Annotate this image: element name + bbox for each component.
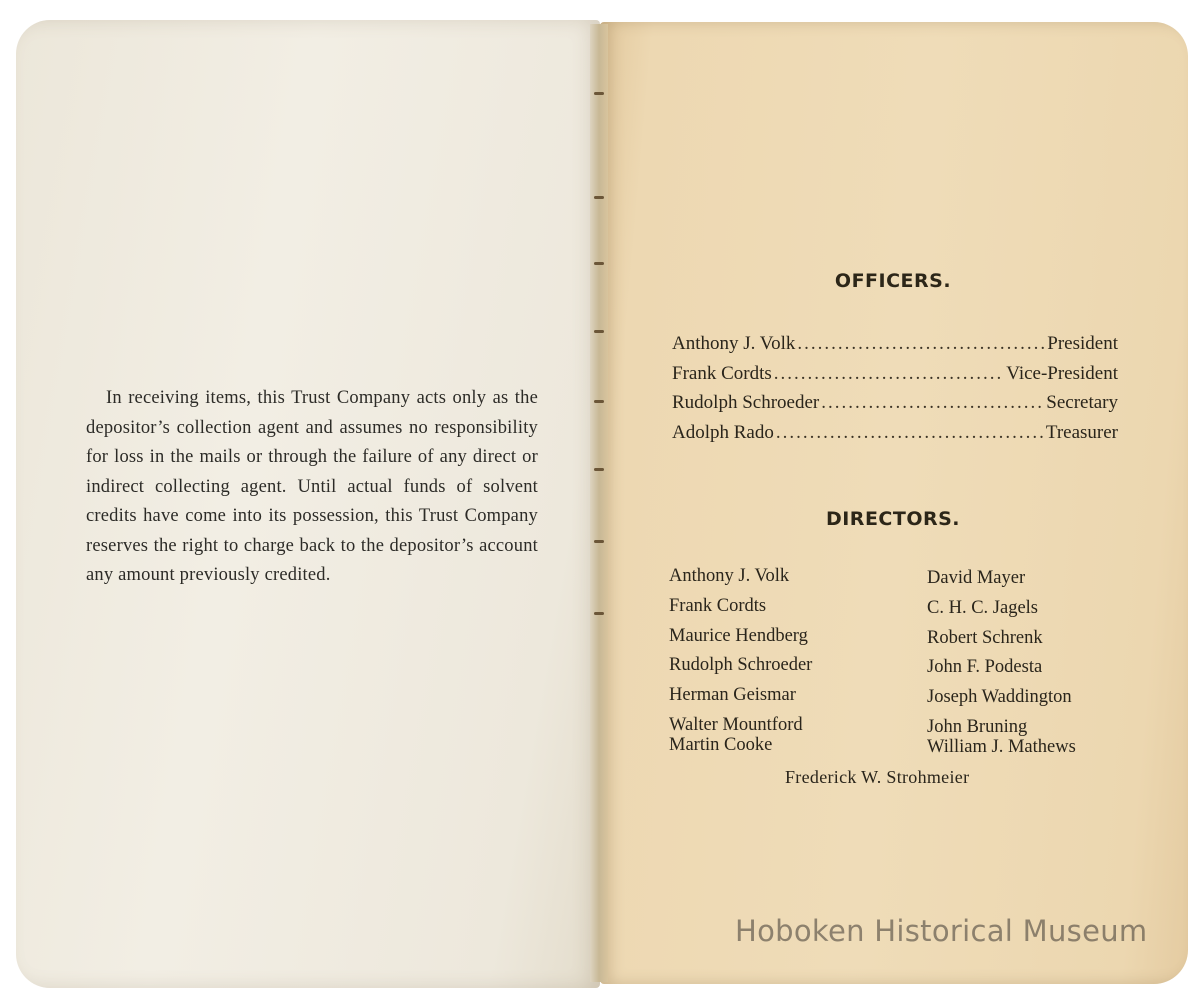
officer-row (672, 422, 1118, 452)
director-name: John F. Podesta (927, 657, 1043, 678)
officers-list (672, 333, 1118, 451)
director-name: John Bruning (927, 716, 1028, 737)
director-name: David Mayer (927, 568, 1026, 588)
spine-stitch (594, 540, 604, 543)
museum-watermark: Hoboken Historical Museum (735, 914, 1148, 948)
spine-stitch (594, 262, 604, 265)
officer-row (672, 333, 1118, 363)
director-name: Anthony J. Volk (669, 566, 790, 586)
collection-agent-notice: In receiving items, this Trust Company acts only as the depositor’s collection agent and assumes no responsibility for loss in the mails or through the failure of any direct or indirect collecting agent. Until actual funds of solvent credits have come into its possession, this Trust Company reserves the right to charge back to the depositor’s account any amount previously credited. (86, 388, 538, 585)
spine-stitch (594, 400, 604, 403)
right-page (600, 22, 1188, 984)
officer-title: Secretary (1046, 392, 1118, 413)
book-spine (590, 24, 608, 982)
officer-title: Treasurer (1045, 421, 1118, 443)
leader-dots (776, 422, 1044, 444)
director-name: Walter Mountford (669, 714, 803, 735)
officer-title: President (1047, 333, 1118, 354)
director-name: Joseph Waddington (927, 687, 1072, 708)
officer-name: Rudolph Schroeder (672, 392, 820, 413)
spine-stitch (594, 196, 604, 199)
officer-title: Vice-President (1006, 362, 1118, 384)
officers-heading: OFFICERS. (834, 270, 952, 292)
spine-stitch (594, 612, 604, 615)
officer-name: Adolph Rado (672, 421, 774, 443)
leader-dots (821, 392, 1044, 414)
director-name: Robert Schrenk (927, 627, 1043, 648)
director-name: Rudolph Schroeder (669, 655, 813, 676)
directors-left-column (669, 562, 812, 755)
officer-name: Anthony J. Volk (672, 333, 796, 354)
spine-stitch (594, 92, 604, 95)
officer-row (672, 363, 1118, 393)
director-name: C. H. C. Jagels (927, 597, 1038, 618)
director-name: Frank Cordts (669, 595, 767, 616)
directors-heading: DIRECTORS. (825, 508, 961, 530)
spine-stitch (594, 468, 604, 471)
officer-row (672, 392, 1118, 422)
spine-stitch (594, 330, 604, 333)
director-name: William J. Mathews (927, 736, 1076, 757)
directors-right-column (927, 564, 1076, 757)
leader-dots (797, 333, 1045, 355)
director-name-final: Frederick W. Strohmeier (785, 767, 970, 787)
director-name: Martin Cooke (669, 734, 773, 755)
director-name: Maurice Hendberg (669, 625, 808, 646)
director-name: Herman Geismar (669, 685, 796, 706)
leader-dots (774, 363, 1004, 385)
officer-name: Frank Cordts (672, 362, 772, 384)
